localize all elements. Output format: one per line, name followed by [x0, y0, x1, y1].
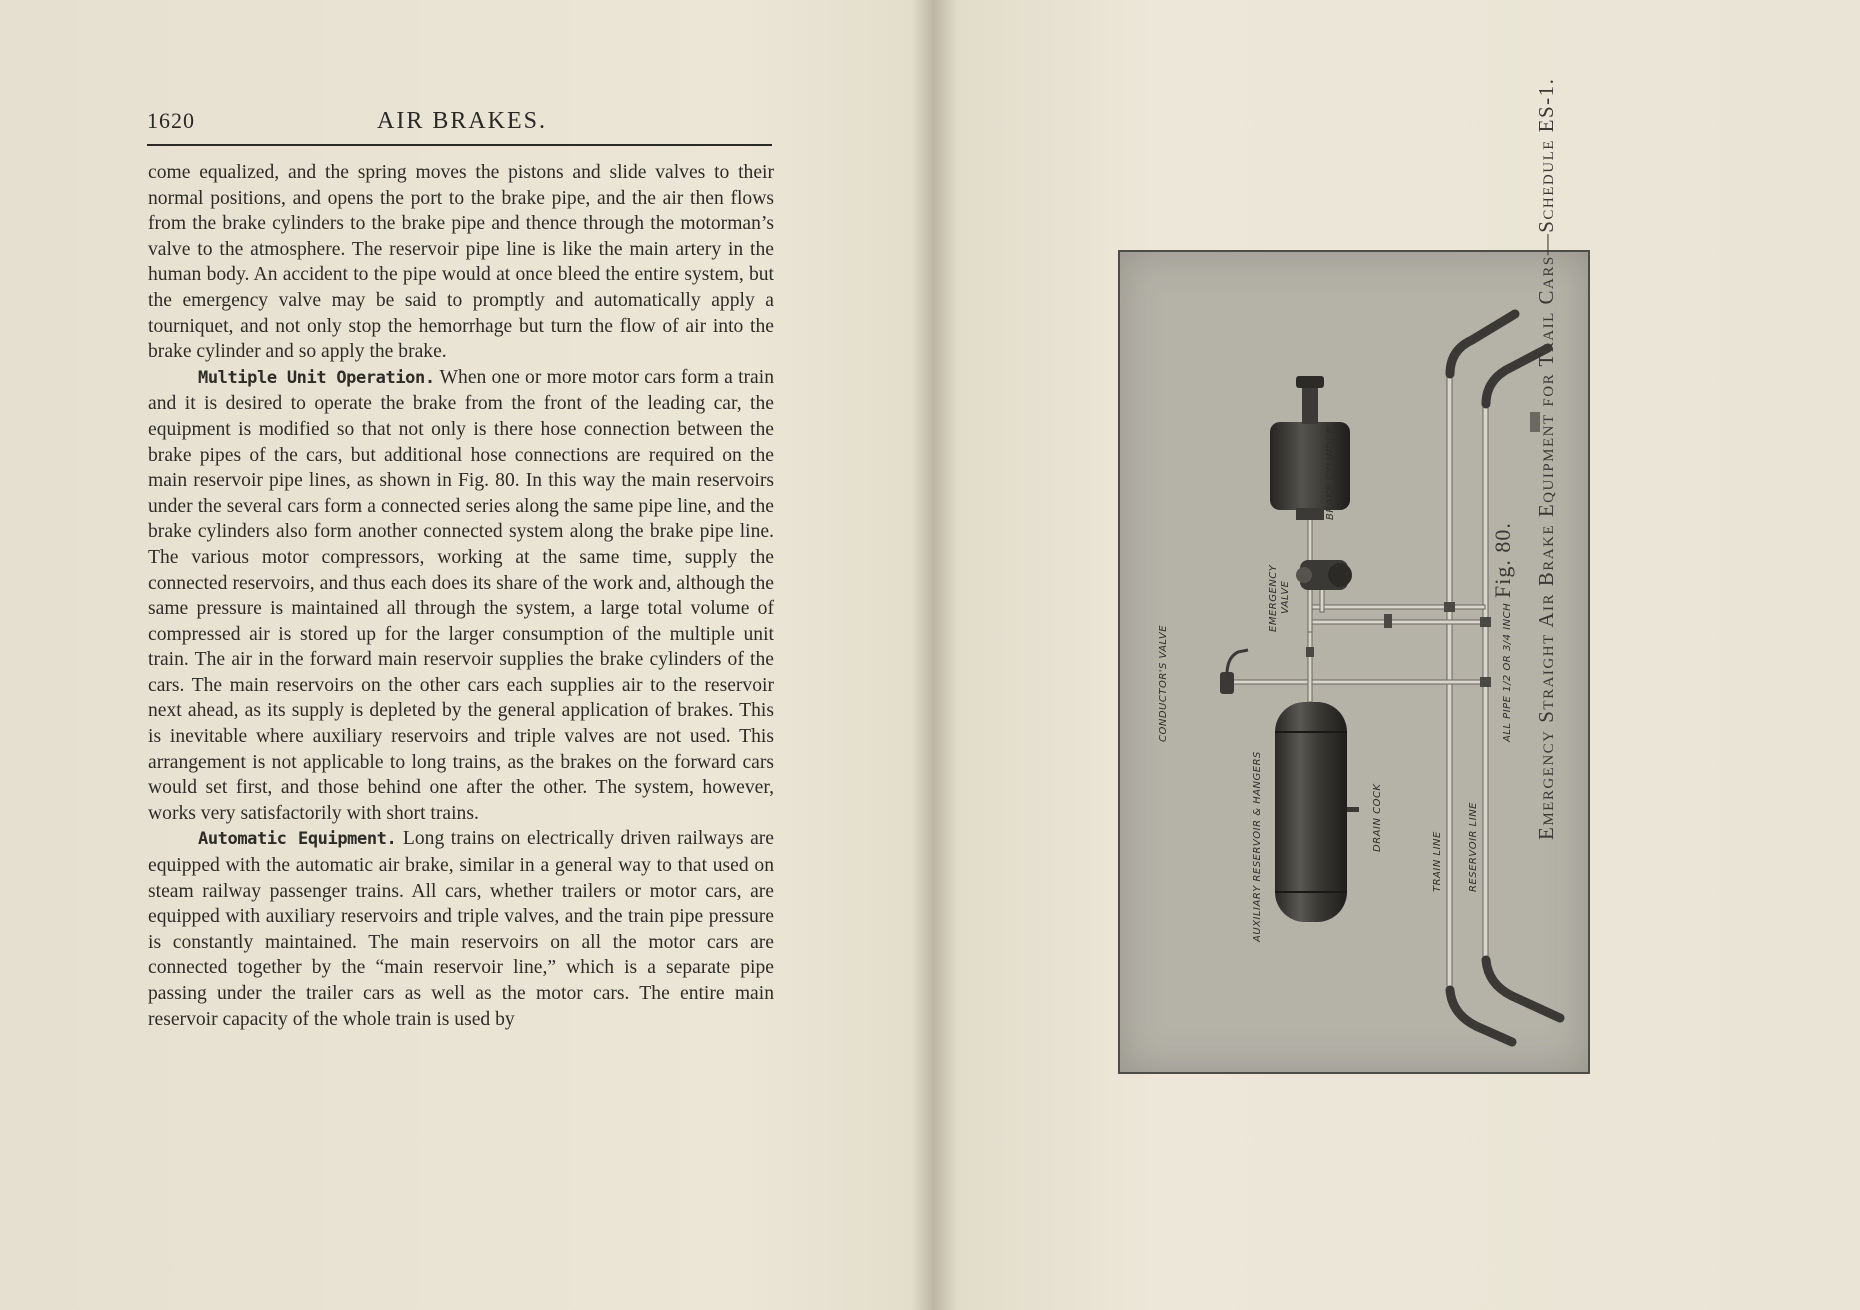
label-emergency-valve-1: EMERGENCY — [1268, 564, 1279, 632]
branch-pipe-conductor — [1230, 680, 1485, 684]
paragraph-2 — [148, 365, 774, 827]
brake-cylinder-cap — [1296, 376, 1324, 388]
branch-pipe-lower — [1310, 620, 1485, 624]
branch-pipe-upper — [1310, 605, 1485, 609]
train-line-bottom-hose — [1450, 990, 1512, 1042]
label-auxiliary-reservoir: AUXILIARY RESERVOIR & HANGERS — [1252, 751, 1263, 942]
paragraph-3-text: Long trains on electrically driven railways are equipped with the automatic air brake, similar in a general way to that used on steam railway passenger trains. All cars, whether trailers or motor cars, are equipped with auxiliary reservoirs and triple valves, and the train pipe pressure is constantly maintained. The main reservoirs on all the motor cars are connected together by the “main reservoir line,” which is a separate pipe passing under the trailer cars as well as the motor cars. The entire main reservoir capacity of the whole train is used by — [148, 828, 774, 1030]
fitting — [1306, 647, 1314, 657]
running-head — [147, 108, 772, 146]
fitting — [1444, 602, 1455, 612]
label-drain-cock: DRAIN COCK — [1372, 783, 1383, 852]
label-reservoir-line: RESERVOIR LINE — [1468, 802, 1479, 892]
auxiliary-reservoir — [1275, 702, 1347, 922]
brake-cylinder — [1270, 422, 1350, 510]
brake-cylinder-rod — [1302, 382, 1318, 424]
body-text — [148, 160, 774, 1032]
paragraph-1 — [148, 160, 774, 365]
figure-caption — [1490, 77, 1610, 840]
label-conductors-valve: CONDUCTOR'S VALVE — [1158, 624, 1169, 742]
paragraph-1-text: come equalized, and the spring moves the pistons and slide valves to their normal positions, and opens the port to the brake pipe, and the air then flows from the brake cylinders to the brake pipe and thence through the motorman’s valve to the atmosphere. The reservoir pipe line is like the main artery in the human body. An accident to the pipe would at once bleed the entire system, but the emergency valve may be said to promptly and automatically apply a tourniquet, and not only stop the hemorrhage but turn the flow of air into the brake cylinder and so apply the brake. — [148, 162, 774, 363]
brake-cylinder-base — [1296, 508, 1324, 520]
label-brake-cylinder: BRAKE CYLINDER — [1325, 426, 1336, 520]
drain-cock — [1347, 807, 1359, 812]
paragraph-3 — [148, 826, 774, 1032]
fitting — [1384, 614, 1392, 628]
pipe-to-reservoir — [1308, 632, 1312, 702]
label-train-line: TRAIN LINE — [1432, 831, 1443, 892]
paragraph-2-text: When one or more motor cars form a train and it is desired to operate the brake from the front of the leading car, the equipment is modified so that not only is there hose connection between the brake pipes of the cars, but additional hose connections are required on the main reservoir pipe lines, as shown in Fig. 80. In this way the main reservoirs under the several cars form a connected series along the same pipe line, and the brake cylinders also form another connected system along the brake pipe line. The various motor compressors, working at the same time, supply the connected reservoirs, and thus each does its share of the work and, although the same pressure is maintained all through the system, a large total volume of compressed air is stored up for the larger consumption of the multiple unit train. The air in the forward main reservoir supplies the brake cylinders of the cars. The main reservoirs on the other cars each supplies air to the reservoir next ahead, as its supply is depleted by the general application of brakes. This is inevitable where auxiliary reservoirs and triple valves are not used. This arrangement is not applicable to long trains, as the brakes on the forward cars would set first, and those behind one after the other. The system, however, works very satisfactorily with short trains. — [148, 366, 774, 824]
label-emergency-valve-2: VALVE — [1280, 580, 1291, 614]
label-pipe-size: ALL PIPE 1/2 OR 3/4 INCH — [1502, 602, 1513, 742]
emergency-valve — [1296, 560, 1352, 590]
paragraph-2-heading: Multiple Unit Operation. — [198, 367, 435, 388]
figure-title: Emergency Straight Air Brake Equipment for Trail Cars—Schedule ES-1. — [1534, 77, 1558, 840]
running-title: AIR BRAKES. — [377, 108, 548, 134]
reservoir-line-bottom-hose — [1486, 960, 1560, 1018]
paragraph-3-heading: Automatic Equipment. — [198, 829, 397, 850]
page-number: 1620 — [147, 108, 195, 133]
figure-number: Fig. 80. — [1490, 522, 1515, 598]
conductors-valve — [1220, 650, 1248, 694]
